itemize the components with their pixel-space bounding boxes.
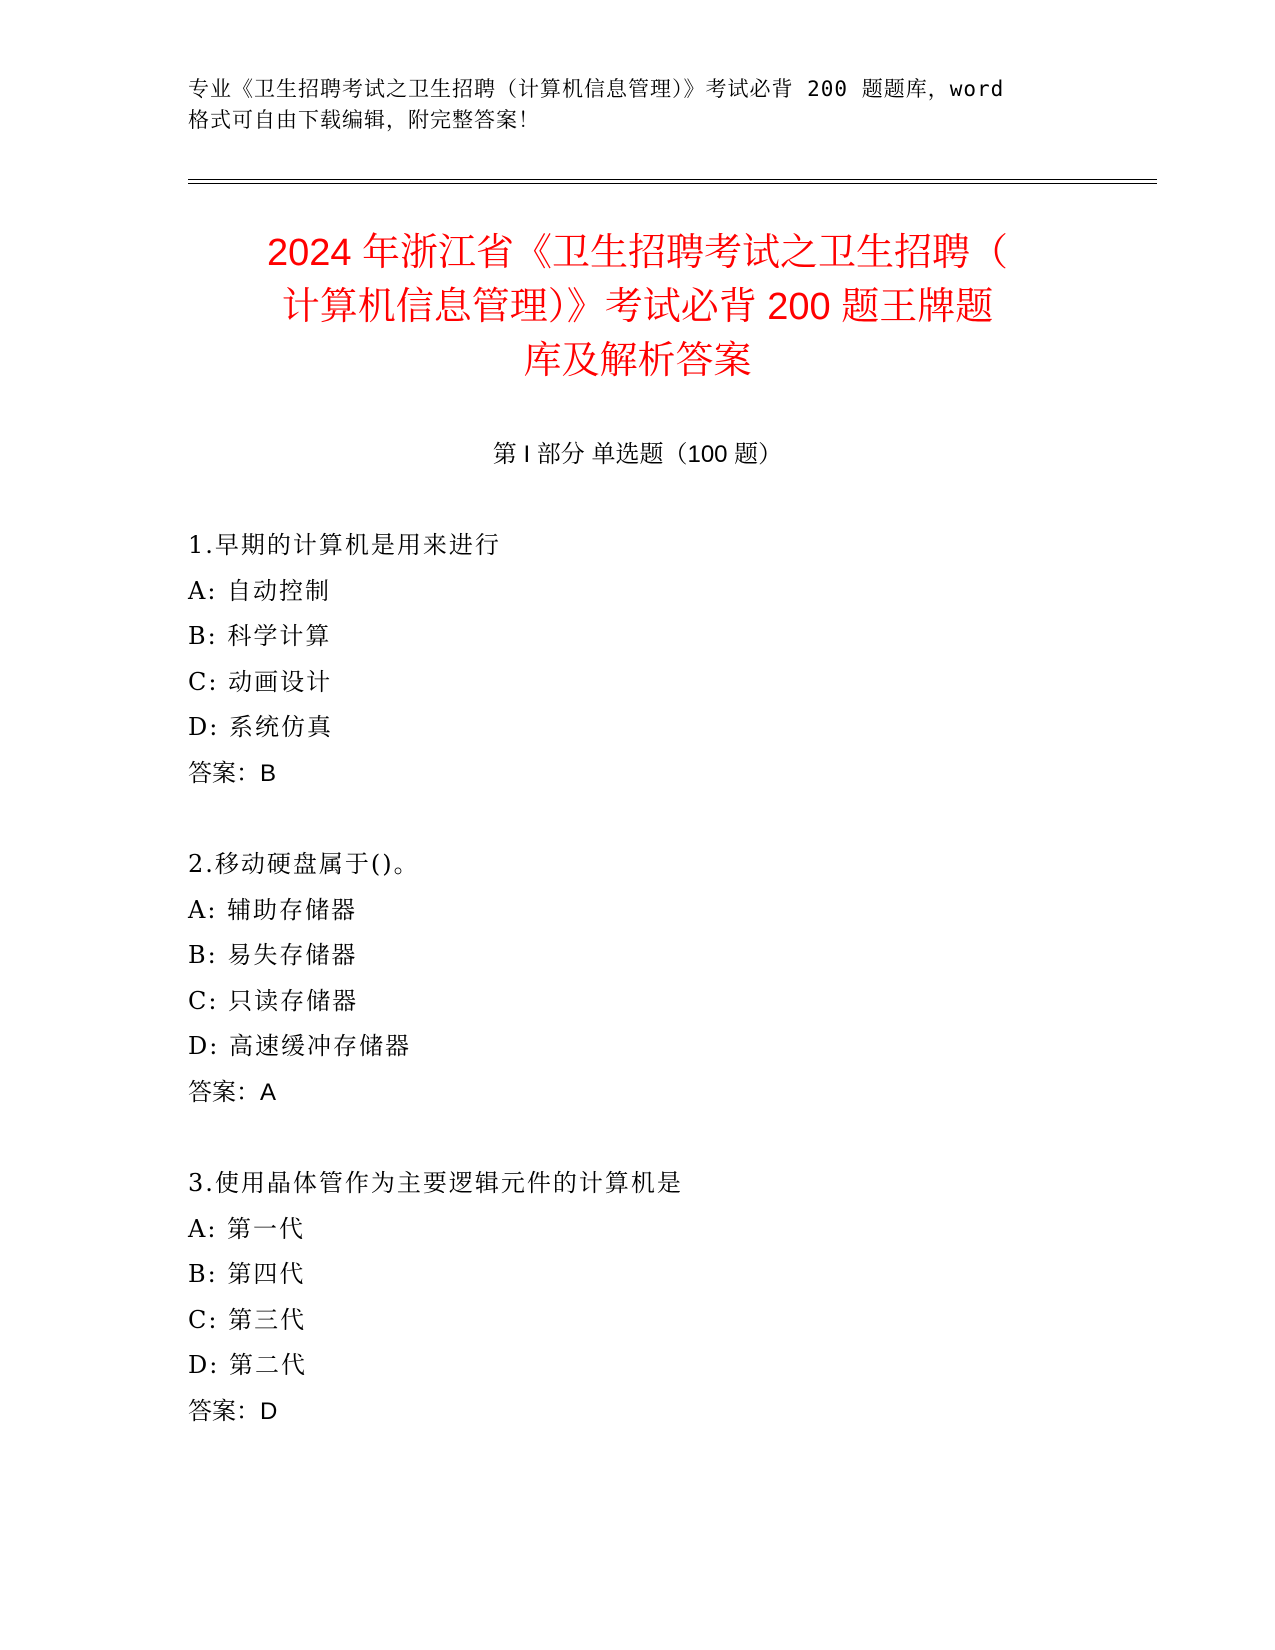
- title-line-1: 2024 年浙江省《卫生招聘考试之卫生招聘（: [266, 232, 1009, 274]
- question-stem: 1.早期的计算机是用来进行: [188, 531, 501, 559]
- answer-line: 答案：A: [188, 1078, 277, 1106]
- title-line-2: 计算机信息管理）》考试必背 200 题王牌题: [281, 286, 994, 328]
- option-a: A: 第一代: [188, 1214, 306, 1243]
- option-c: C: 第三代: [188, 1305, 307, 1334]
- title-line-3: 库及解析答案: [523, 340, 752, 382]
- option-c: C: 只读存储器: [188, 986, 359, 1015]
- header-divider-bottom: [188, 183, 1157, 184]
- header-divider-top: [188, 179, 1157, 180]
- option-b: B: 易失存储器: [188, 941, 358, 970]
- option-a: A: 自动控制: [188, 576, 332, 605]
- question-item: [188, 523, 1148, 797]
- section-heading: 第 I 部分 单选题（100 题）: [492, 441, 783, 468]
- option-d: D: 第二代: [188, 1351, 307, 1380]
- answer-line: 答案：D: [188, 1397, 278, 1425]
- document-title: [160, 226, 1115, 388]
- option-d: D: 高速缓冲存储器: [188, 1032, 411, 1061]
- option-c: C: 动画设计: [188, 667, 333, 696]
- answer-line: 答案：B: [188, 759, 277, 787]
- header-line-1: 专业《卫生招聘考试之卫生招聘（计算机信息管理）》考试必背 200 题题库，word: [188, 77, 1005, 101]
- option-d: D: 系统仿真: [188, 713, 333, 742]
- question-item: [188, 842, 1148, 1116]
- question-stem: 3.使用晶体管作为主要逻辑元件的计算机是: [188, 1169, 683, 1197]
- header-line-2: 格式可自由下载编辑，附完整答案！: [188, 108, 540, 132]
- option-b: B: 第四代: [188, 1260, 306, 1289]
- option-a: A: 辅助存储器: [188, 895, 358, 924]
- question-item: [188, 1161, 1148, 1435]
- document-header: [188, 74, 1088, 136]
- question-stem: 2.移动硬盘属于()。: [188, 850, 420, 878]
- option-b: B: 科学计算: [188, 622, 332, 651]
